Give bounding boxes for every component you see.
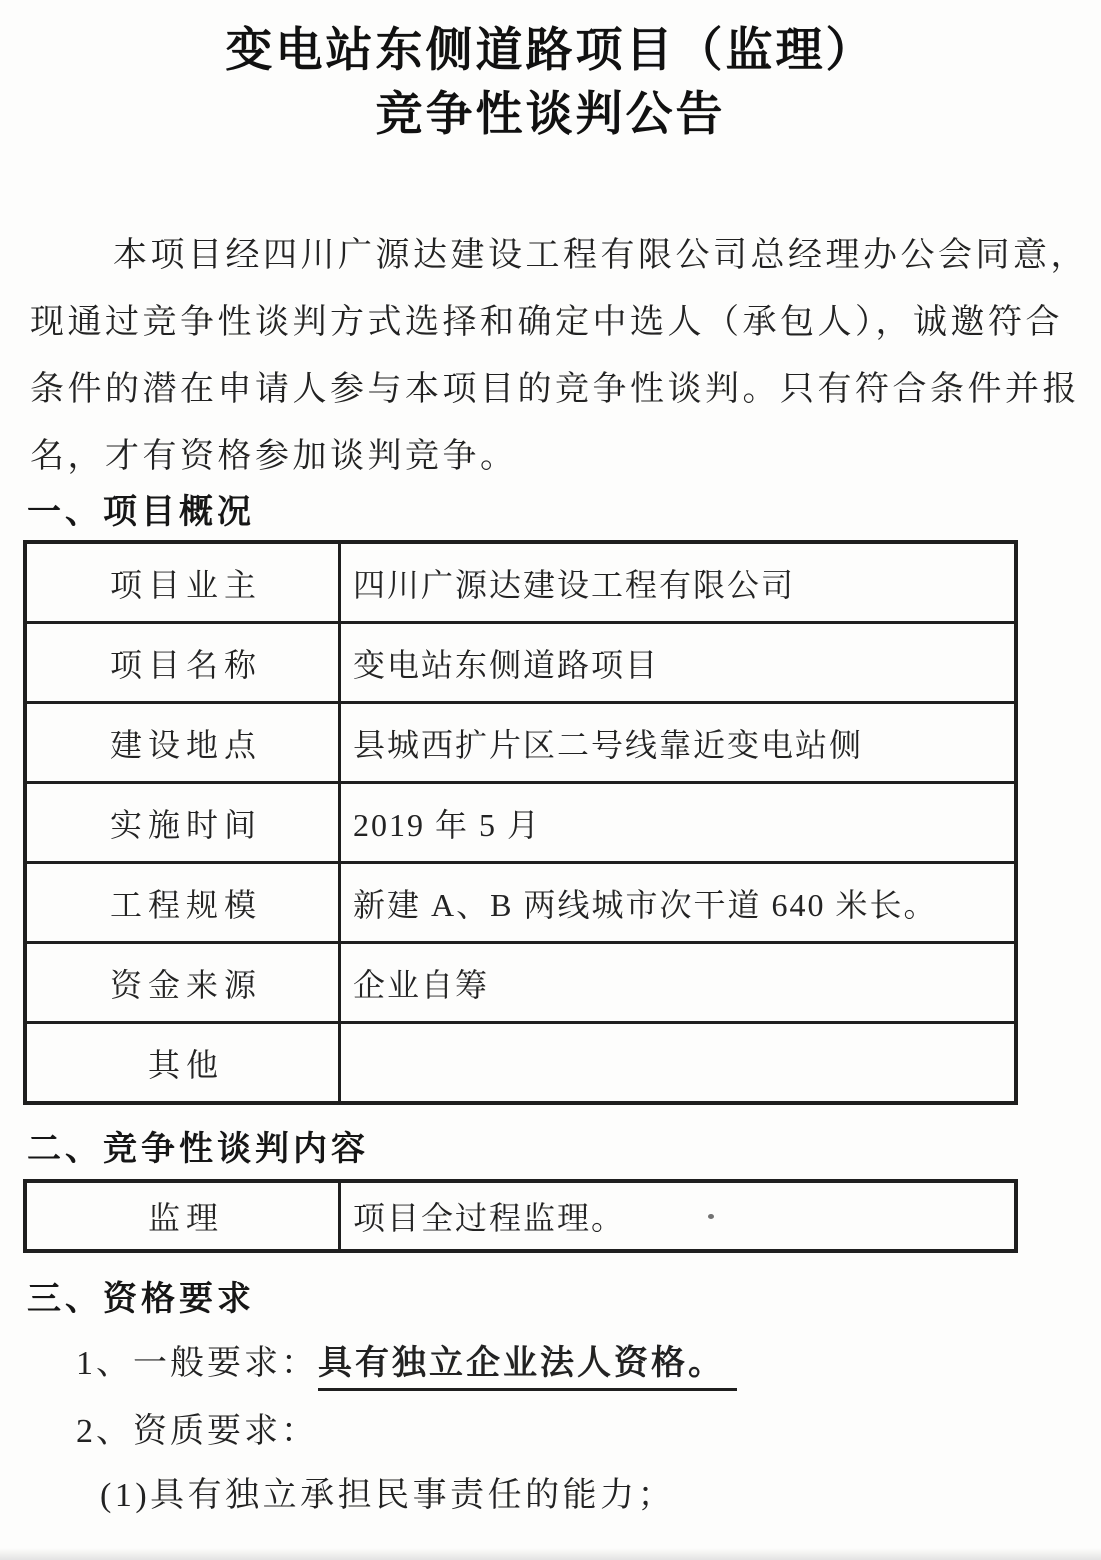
row-label: 项目名称 <box>25 623 340 703</box>
page-title-line-1: 变电站东侧道路项目（监理） <box>225 23 876 76</box>
requirement-general <box>76 1341 1101 1387</box>
requirement-general-underlined-text: 具有独立企业法人资格。 <box>318 1345 737 1391</box>
scan-speck <box>708 1214 714 1219</box>
negotiation-content-table-body <box>25 1181 1016 1251</box>
page-title <box>0 0 1101 146</box>
intro-paragraph <box>30 222 1088 490</box>
scan-bottom-shade <box>0 1548 1101 1560</box>
row-value: 企业自筹 <box>340 943 1017 1023</box>
table-row-project-name <box>25 623 1016 703</box>
intro-line-3: 条件的潜在申请人参与本项目的竞争性谈判。只有符合条件并报 <box>30 371 1080 408</box>
row-value <box>340 1023 1017 1104</box>
negotiation-content-table <box>23 1179 1018 1253</box>
project-overview-table-body <box>25 542 1016 1103</box>
intro-line-2: 现通过竞争性谈判方式选择和确定中选人（承包人），诚邀符合 <box>30 304 1063 341</box>
row-value: 2019 年 5 月 <box>340 783 1017 863</box>
row-label: 工程规模 <box>25 863 340 943</box>
table-row-project-owner <box>25 542 1016 623</box>
row-value: 县城西扩片区二号线靠近变电站侧 <box>340 703 1017 783</box>
row-value: 项目全过程监理。 <box>340 1181 1017 1251</box>
table-row-project-scale <box>25 863 1016 943</box>
row-label: 建设地点 <box>25 703 340 783</box>
project-overview-table <box>23 540 1018 1105</box>
section-heading-project-overview: 一、项目概况 <box>27 493 255 531</box>
row-value: 新建 A、B 两线城市次干道 640 米长。 <box>340 863 1017 943</box>
table-row-implementation-time <box>25 783 1016 863</box>
row-label: 项目业主 <box>25 542 340 623</box>
requirement-civil-liability: (1)具有独立承担民事责任的能力； <box>100 1477 676 1514</box>
row-value: 四川广源达建设工程有限公司 <box>340 542 1017 623</box>
intro-line-4: 名，才有资格参加谈判竞争。 <box>30 438 518 475</box>
section-heading-qualification-requirements: 三、资格要求 <box>27 1280 255 1318</box>
row-value: 变电站东侧道路项目 <box>340 623 1017 703</box>
row-label: 其他 <box>25 1023 340 1104</box>
page-title-line-2: 竞争性谈判公告 <box>375 87 726 140</box>
table-row-construction-site <box>25 703 1016 783</box>
row-label: 实施时间 <box>25 783 340 863</box>
table-row-supervision <box>25 1181 1016 1251</box>
row-label: 监理 <box>25 1181 340 1251</box>
requirement-qualification-heading: 2、资质要求： <box>76 1413 318 1450</box>
requirement-general-prefix: 1、一般要求： <box>76 1345 318 1382</box>
section-heading-negotiation-content: 二、竞争性谈判内容 <box>27 1130 369 1168</box>
row-label: 资金来源 <box>25 943 340 1023</box>
table-row-funding-source <box>25 943 1016 1023</box>
table-row-other <box>25 1023 1016 1104</box>
intro-line-1: 本项目经四川广源达建设工程有限公司总经理办公会同意， <box>113 237 1088 274</box>
